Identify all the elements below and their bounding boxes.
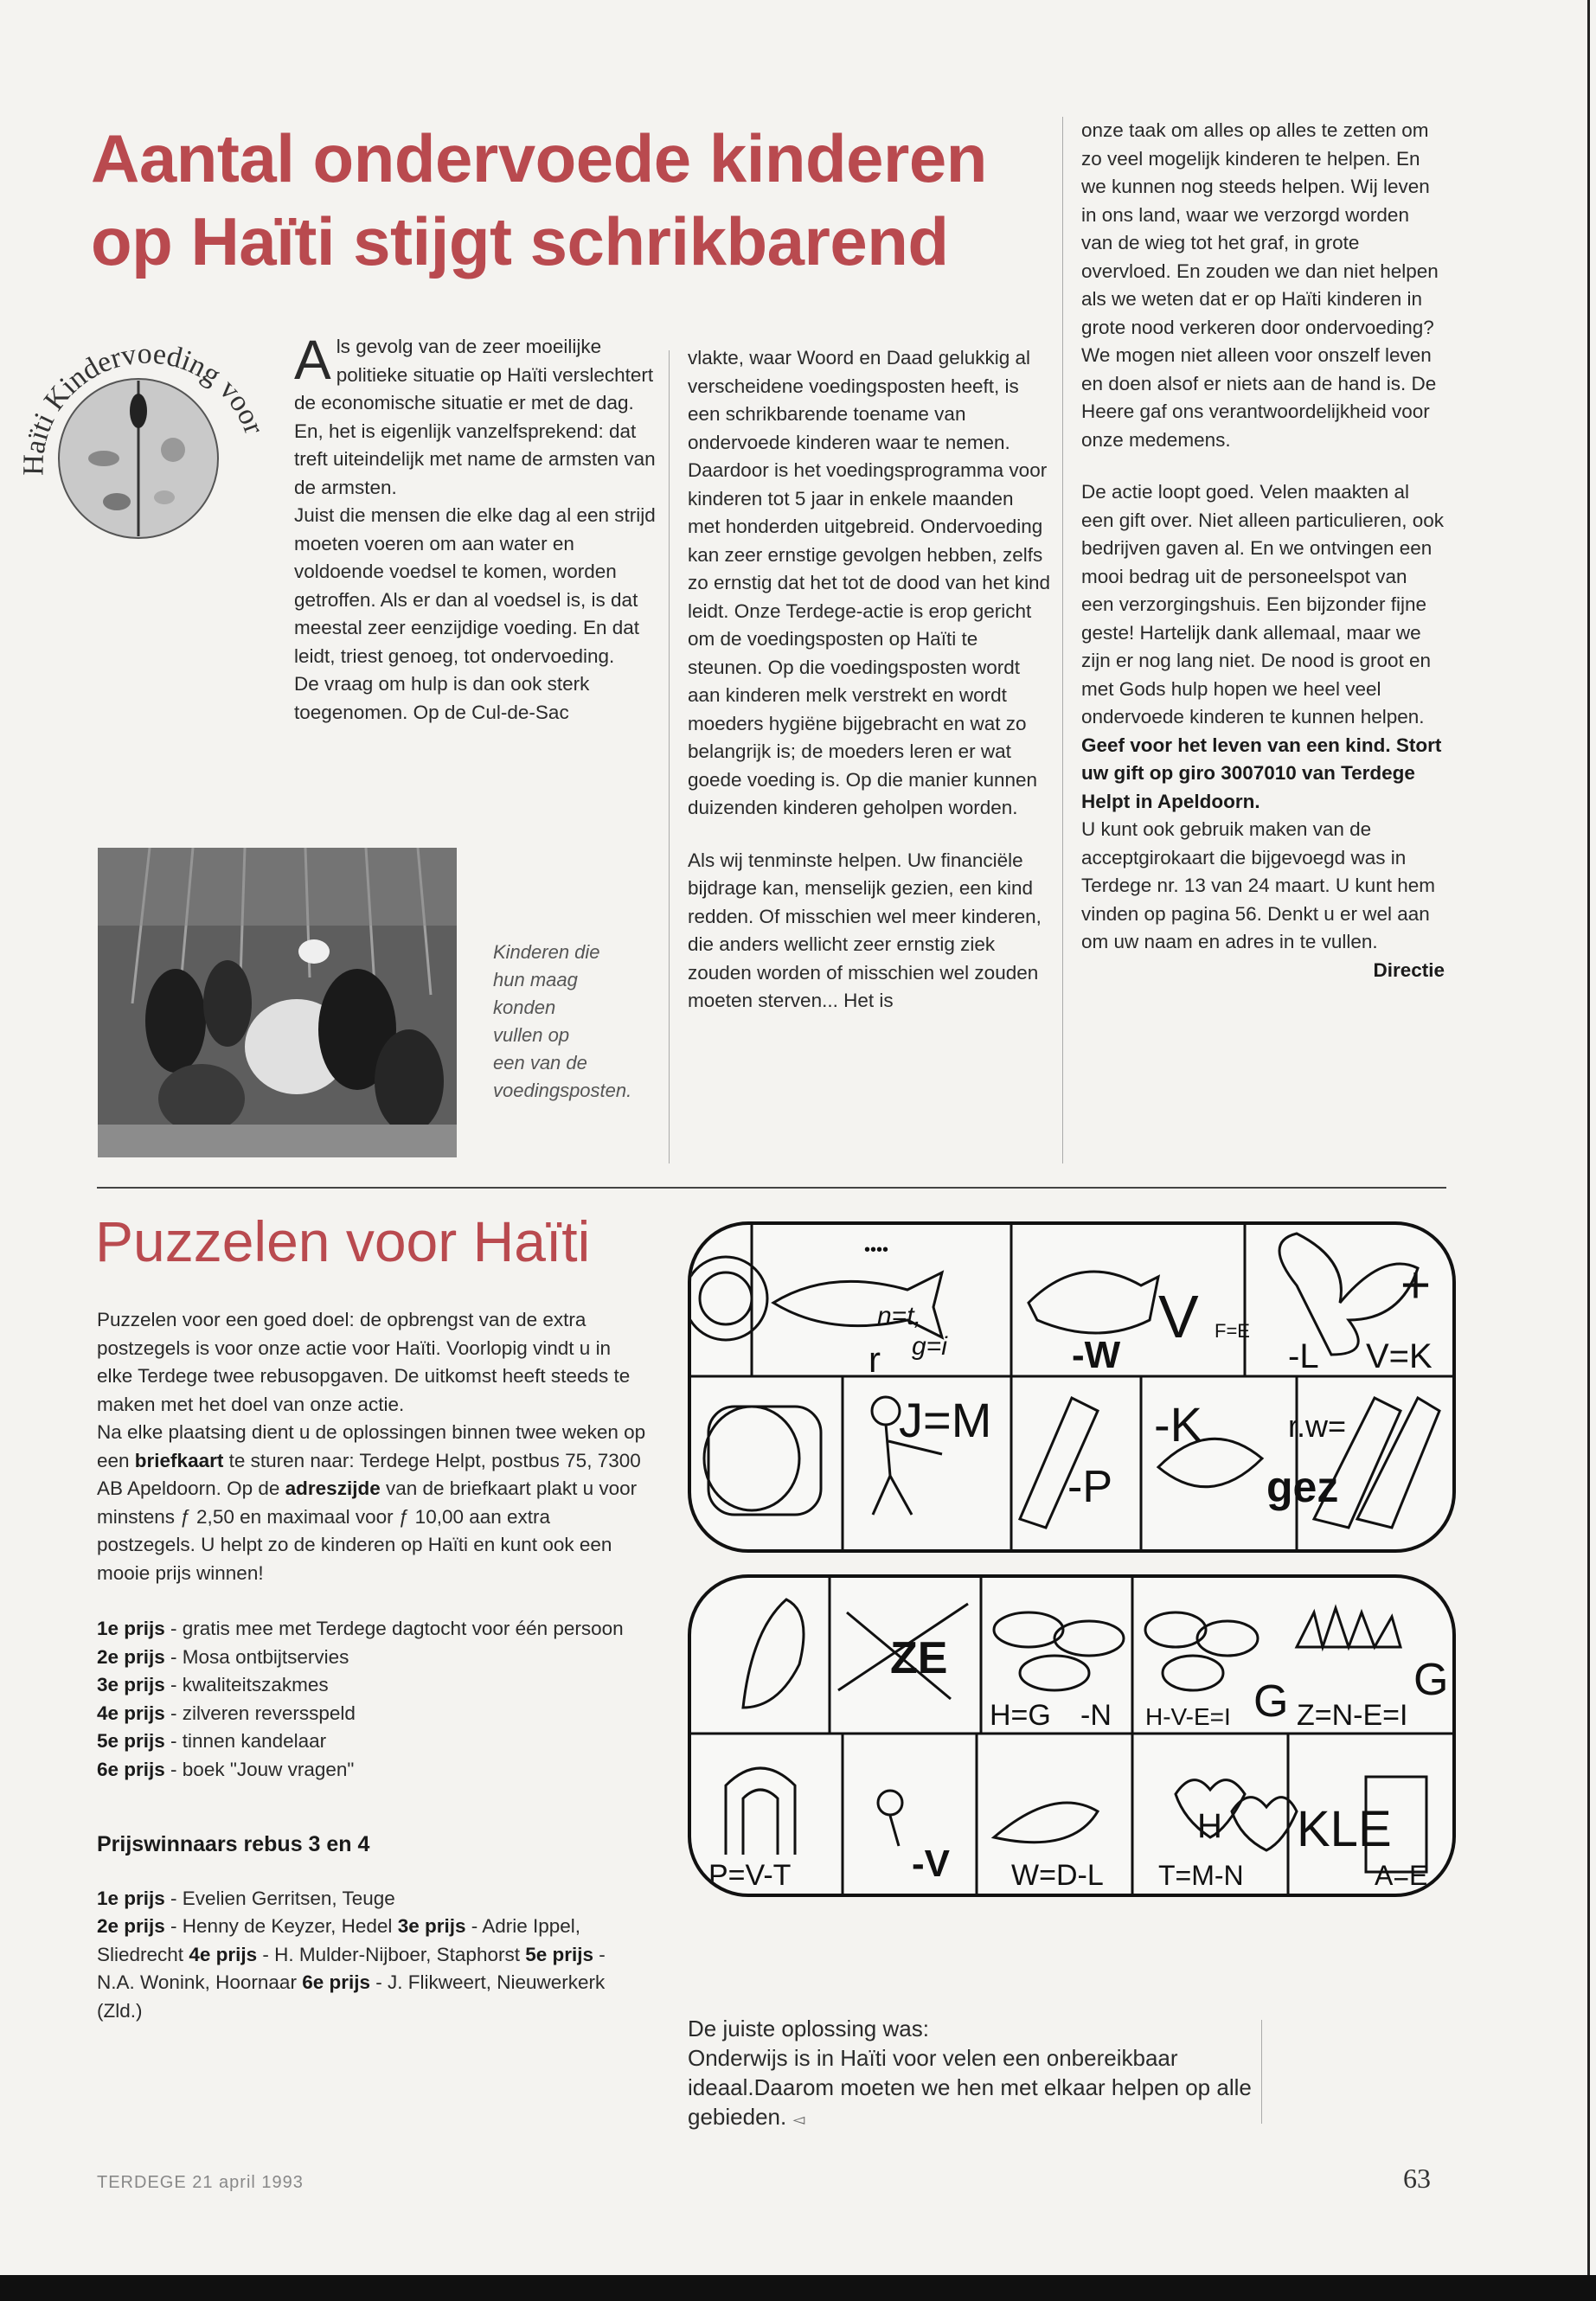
rebus-label: H-V-E=I [1145,1703,1231,1730]
rebus-label: + [1401,1256,1432,1314]
rebus-label: H=G [990,1699,1051,1732]
rebus-label: -N [1080,1699,1112,1732]
rebus-1-drawing [691,1225,1452,1549]
prize-item: 2e prijs - Mosa ontbijtservies [97,1645,349,1668]
rebus-solution [688,2014,1276,2134]
photo-caption: Kinderen die hun maag konden vullen op een van de voedingsposten. [493,941,632,1101]
paragraph: De actie loopt goed. Velen maakten al een gift over. Niet alleen particulieren, ook bedrijven gaven al. En we ontvingen een mooi bedrag uit de personeelspot van een verzorgingshuis. Een bijzonder fijne geste! Hartelijk dank allemaal, maar we zijn er nog lang niet. De nood is groot en met Gods hulp hopen we heel veel ondervoede kinderen te kunnen helpen. [1081,481,1444,727]
end-mark-icon: ◅ [792,2111,805,2128]
rebus-label: n=t, [877,1302,921,1330]
paragraph-bold: Geef voor het leven van een kind. Stort uw gift op giro 3007010 van Terdege Helpt in Apeldoorn. [1081,734,1442,812]
rebus-label: KLE [1297,1801,1392,1857]
signature: Directie [1373,958,1445,981]
winner-item: 1e prijs - Evelien Gerritsen, Teuge [97,1887,395,1909]
rebus-label: ZE [890,1633,948,1683]
rebus-label: r.w= [1288,1408,1347,1444]
feeding-post-photo [98,848,457,1157]
rebus-label: F=E [1215,1320,1250,1342]
paragraph: De vraag om hulp is dan ook sterk toegenomen. Op de Cul-de-Sac [294,673,590,723]
column-divider [669,350,670,1163]
rebus-label: -K [1154,1397,1202,1452]
article-headline [91,117,1042,283]
rebus-label: J=M [899,1393,992,1447]
rebus-label: -W [1072,1334,1121,1376]
section-divider [97,1187,1446,1189]
rebus-puzzle-1 [688,1221,1456,1553]
magazine-footer: TERDEGE 21 april 1993 [97,2173,304,2192]
article-column-1 [294,329,657,727]
rebus-label: -V [912,1843,950,1885]
column-divider [1062,117,1063,1163]
paragraph: Als gevolg van de zeer moeilijke politieke situatie op Haïti verslechtert de economische situatie er met de dag. En, het is eigenlijk vanzelfsprekend: dat treft uiteindelijk met name de armsten van de armsten. [294,329,656,498]
rebus-label: V [1158,1283,1199,1350]
headline-line-1: Aantal ondervoede kinderen [91,120,987,196]
paragraph: Juist die mensen die elke dag al een strijd moeten voeren om aan water en voldoende voedsel te komen, worden getroffen. Als er dan al voedsel is, is dat meestal zeer eenzijdige voeding. En dat leidt, triest genoeg, tot ondervoeding. [294,504,656,667]
prize-item: 6e prijs - boek "Jouw vragen" [97,1758,355,1780]
paragraph: Na elke plaatsing dient u de oplossingen binnen twee weken op een briefkaart te sturen naar: Terdege Helpt, postbus 75, 7300 AB Apeldoorn. Op de adreszijde van de briefkaart plakt u voor minstens ƒ 2,50 en maximaal voor ƒ 10,00 aan extra postzegels. U helpt zo de kinderen op Haïti en kunt ook een mooie prijs winnen! [97,1421,646,1584]
scan-border [0,2275,1596,2301]
dropcap: A [294,329,331,391]
prize-item: 4e prijs - zilveren reversspeld [97,1702,356,1724]
winner-list: 2e prijs - Henny de Keyzer, Hedel 3e prijs - Adrie Ippel, Sliedrecht 4e prijs - H. Mulder-Nijboer, Staphorst 5e prijs - N.A. Wonink, Hoornaar 6e prijs - J. Flikweert, Nieuwerkerk (Zld.) [97,1915,606,2022]
rebus-label: W=D-L [1011,1859,1104,1892]
prize-item: 5e prijs - tinnen kandelaar [97,1730,327,1752]
rebus-label: V=K [1366,1337,1433,1375]
rebus-label: G [1413,1655,1449,1705]
page-number: 63 [1403,2163,1431,2194]
page-edge [1587,0,1590,2284]
rebus-label: r [869,1339,881,1380]
haiti-kindervoeding-logo [9,329,277,588]
winners-title: Prijswinnaars rebus 3 en 4 [97,1832,370,1856]
puzzle-title: Puzzelen voor Haïti [95,1209,591,1273]
solution-text: Onderwijs is in Haïti voor velen een onbereikbaar ideaal.Daarom moeten we hen met elkaar helpen op alle gebieden. ◅ [688,2045,1252,2130]
rebus-label: •••• [864,1240,889,1259]
article-column-3 [1081,117,1445,984]
rebus-label: -P [1067,1462,1112,1512]
prize-item: 1e prijs - gratis mee met Terdege dagtocht voor één persoon [97,1618,624,1639]
paragraph: Puzzelen voor een goed doel: de opbrengst van de extra postzegels is voor onze actie voor Haïti. Voorlopig vindt u in elke Terdege twee rebusopgaven. De uitkomst heeft steeds te maken met het doel van onze actie. [97,1309,631,1415]
puzzle-text [97,1306,651,2025]
rebus-label: H [1197,1807,1222,1845]
rebus-label: T=M-N [1158,1860,1244,1891]
rebus-label: A=E [1375,1860,1428,1891]
rebus-puzzle-2 [688,1574,1456,1897]
paragraph: Als wij tenminste helpen. Uw financiële bijdrage kan, menselijk gezien, een kind redden. Of misschien wel meer kinderen, die anders wellicht zeer ernstig ziek zouden worden of misschien wel zouden moeten sterven... Het is [688,849,1042,1011]
rebus-2-drawing [691,1578,1452,1894]
paragraph: onze taak om alles op alles te zetten om zo veel mogelijk kinderen te helpen. En we kunnen nog steeds helpen. Wij leven in ons land, waar we verzorgd worden van de wieg tot het graf, in grote overvloed. En zouden we dan niet helpen als we weten dat er op Haïti kinderen in grote nood verkeren door ondervoeding? We mogen niet alleen voor onszelf leven en doen alsof er niets aan de hand is. De Heere gaf ons verantwoordelijkheid voor onze medemens. [1081,119,1439,451]
rebus-label: gez [1266,1463,1339,1511]
prize-item: 3e prijs - kwaliteitszakmes [97,1674,329,1695]
paragraph: vlakte, waar Woord en Daad gelukkig al verscheidene voedingsposten heeft, is een schrikbarende toename van ondervoede kinderen waar te nemen. Daardoor is het voedingsprogramma voor kinderen tot 5 jaar in enkele maanden met honderden uitgebreid. Ondervoeding kan zeer ernstige gevolgen hebben, zelfs zo ernstig dat het tot de dood van het kind leidt. Onze Terdege-actie is erop gericht om de voedingsposten op Haïti te steunen. Op die voedingsposten wordt aan kinderen melk verstrekt en wordt moeders hygiëne bijgebracht en wat zo belangrijk is; de moeders leren er wat goede voeding is. Op die manier kunnen duizenden kinderen geholpen worden. [688,347,1051,818]
prize-list [97,1615,651,1784]
solution-heading: De juiste oplossing was: [688,2016,929,2041]
article-column-2 [688,344,1051,1016]
rebus-label: Z=N-E=I [1297,1699,1408,1732]
paragraph: U kunt ook gebruik maken van de acceptgirokaart die bijgevoegd was in Terdege nr. 13 van 24 maart. U kunt hem vinden op pagina 56. Denkt u er wel aan om uw naam en adres in te vullen. [1081,818,1435,952]
headline-line-2: op Haïti stijgt schrikbarend [91,203,949,279]
rebus-label: g=i [912,1332,947,1361]
column-divider [1261,2020,1262,2124]
rebus-label: -L [1288,1337,1319,1375]
rebus-label: G [1253,1676,1289,1727]
photo-image [98,848,457,1157]
rebus-label: P=V-T [708,1859,792,1892]
logo-text: Haïti Kindervoeding voor [17,337,271,477]
